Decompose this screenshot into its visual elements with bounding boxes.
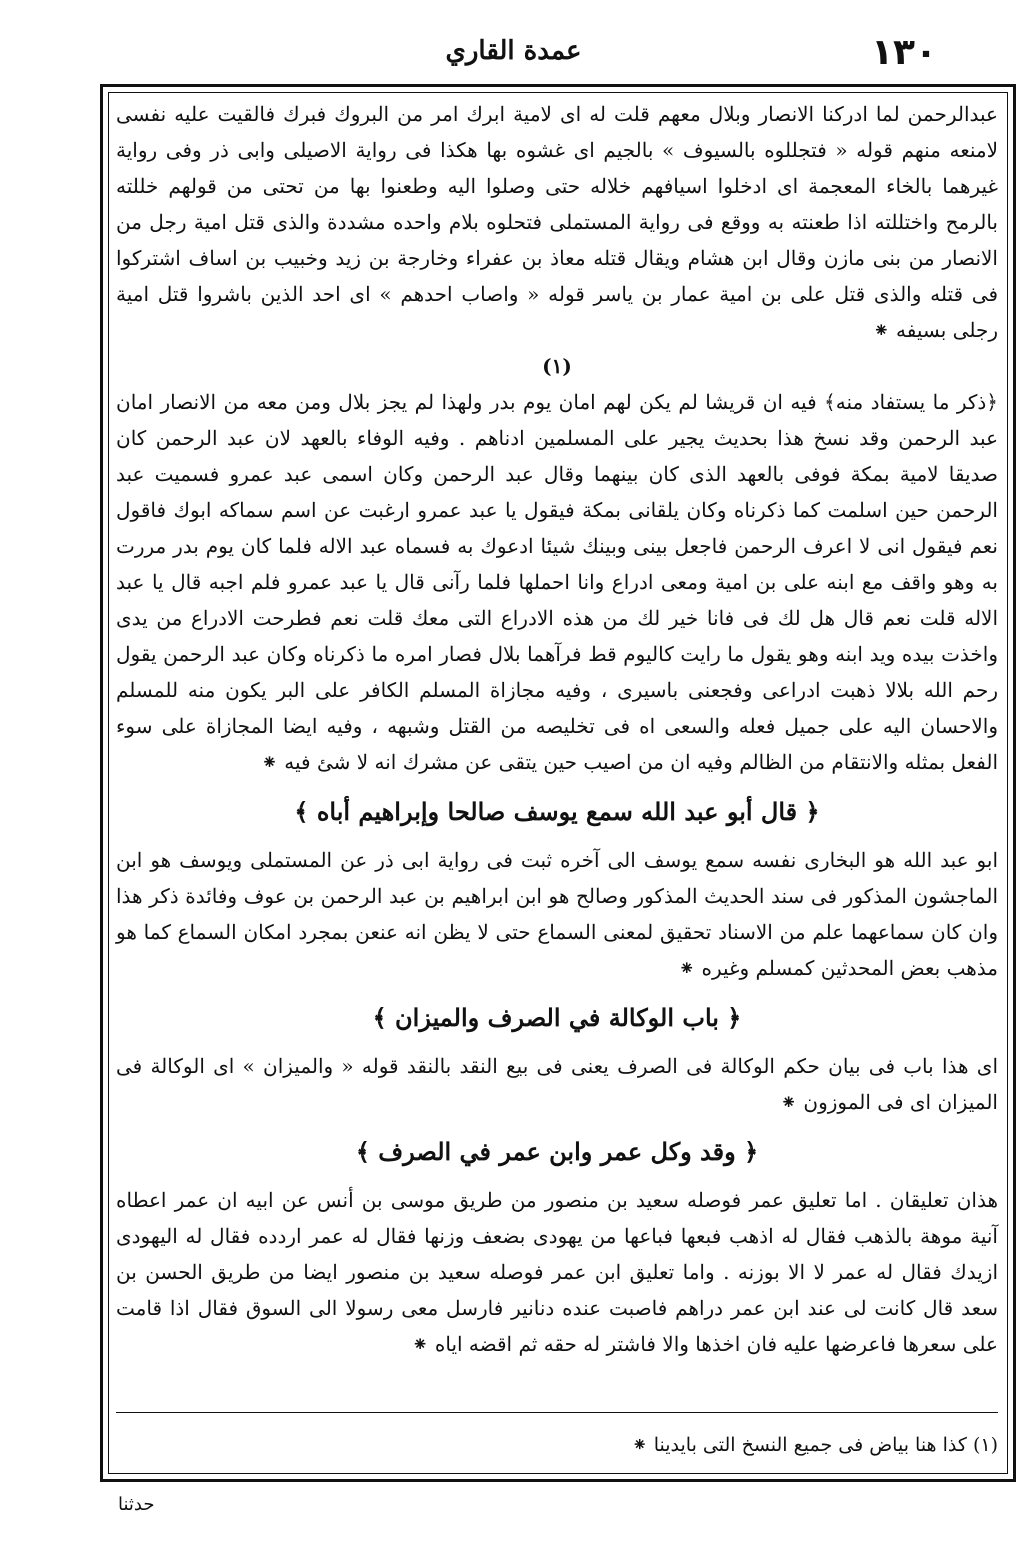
paragraph-narration-explanation: ابو عبد الله هو البخارى نفسه سمع يوسف الى آخره ثبت فى رواية ابى ذر عن المستملى ويوسف هو ابن الماجشون المذكور فى سند الحديث المذكور وصالح هو ابن ابراهيم بن عبد الرحمن بن عوف وفائدة ذكر هذا وان كان سماعهما علم من الاسناد تحقيق لمعنى السماع حتى لا يظن انه عنعن بمجرد امكان السماع كما هو مذهب بعض المحدثين كمسلم وغيره ⁕ [116,848,998,980]
book-title: عمدة القاري [445,36,582,66]
heading-hadith-narration: ﴿ قال أبو عبد الله سمع يوسف صالحا وإبراهيم أباه ﴾ [294,797,820,826]
paragraph-chapter-explanation: اى هذا باب فى بيان حكم الوكالة فى الصرف يعنى فى بيع النقد بالنقد قوله « والميزان » اى الوكالة فى الميزان اى فى الموزون ⁕ [116,1054,998,1114]
footnote-marker: (١) [542,354,572,378]
heading-umar-sarf: ﴿ وقد وكل عمر وابن عمر في الصرف ﴾ [355,1137,759,1166]
paragraph-taliq: هذان تعليقان . اما تعليق عمر فوصله سعيد بن منصور من طريق موسى بن أنس عن ابيه ان عمر اعطاه آنية موهة بالذهب فقال له اذهب فبعها فباعها من يهودى بضعف وزنها فقال له عمر اردده فقال له اليهودى ازيدك فقال له عمر لا الا بوزنه . واما تعليق ابن عمر فوصله سعيد بن منصور ايضا من طريق الحسن بن سعد قال كانت لى عند ابن عمر دراهم فاصبت عنده دنانير فارسل معى رسولا الى السوق فقال اذا قامت على سعرها فاعرضها عليه فان اخذها والا فاشتر له حقه ثم اقضه اياه ⁕ [116,1188,998,1356]
paragraph-benefits: ﴿ذكر ما يستفاد منه﴾ فيه ان قريشا لم يكن لهم امان يوم بدر ولهذا لم يجز بلال ومن معه من الانصار امان عبد الرحمن وقد نسخ هذا بحديث يجير على المسلمين ادناهم . وفيه الوفاء بالعهد لان عبد الرحمن كان صديقا لامية بمكة فوفى بالعهد الذى كان بينهما وقال عبد الرحمن وكان اسمى عبد عمرو فسميت عبد الرحمن حين اسلمت كما ذكرناه وكان يلقانى بمكة فيقول يا عبد عمرو ارغبت عن اسم سماكه ابوك فاقول نعم فيقول انى لا اعرف الرحمن فاجعل بينى وبينك شيئا ادعوك به فسماه عبد الاله فلما كان يوم بدر مررت به وهو واقف مع ابنه على بن امية ومعى ادراع وانا احملها فلما رآنى قال يا عبد عمرو فلم اجبه قال يا عبد الاله قلت نعم قال هل لك فى فانا خير لك من هذه الادراع التى معك قلت نعم فطرحت الادراع من يدى واخذت بيده ويد ابنه وهو يقول ما رايت كاليوم قط فرآهما بلال فصار امره ما ذكرناه وكان عبد الرحمن يقول رحم الله بلالا ذهبت ادراعى وفجعنى باسيرى ، وفيه مجازاة المسلم الكافر على البر يكون منه للمسلم والاحسان اليه على جميل فعله والسعى اه فى تخليصه من القتل وشبهه ، وفيه ايضا المجازاة على سوء الفعل بمثله والانتقام من الظالم وفيه ان من اصيب حين يتقى عن مشرك انه لا شئ فيه ⁕ [116,390,998,774]
footnote: (١) كذا هنا بياض فى جميع النسخ التى بايدينا ⁕ [631,1434,998,1456]
main-text [116,96,998,1362]
page-number: ١٣٠ [871,32,937,73]
running-head [90,28,937,78]
paragraph-commentary-1: عبدالرحمن لما ادركنا الانصار وبلال معهم قلت له اى لامية ابرك امر من البروك فبرك فالقيت عليه نفسى لامنعه منهم قوله « فتجللوه بالسيوف » بالجيم اى غشوه بها هكذا فى رواية الاصيلى وابى ذر وفى رواية غيرهما بالخاء المعجمة اى ادخلوا اسيافهم خلاله حتى وصلوا اليه وطعنوا بها من تحتى من قولهم خللته بالرمح واختللته اذا طعنته به ووقع فى رواية المستملى فتحلوه بلام واحده مشددة والذى قتل امية رجل من الانصار من بنى مازن وقال ابن هشام ويقال قتله معاذ بن عفراء وخارجة بن زيد وخبيب بن اساف اشتركوا فى قتله والذى قتل على بن امية عمار بن ياسر قوله « واصاب احدهم » اى احد الذين باشروا قتل امية رجلى بسيفه ⁕ [116,102,998,342]
catchword: حدثنا [118,1494,155,1515]
heading-chapter-wakala: ﴿ باب الوكالة في الصرف والميزان ﴾ [372,1003,742,1032]
footnote-divider [116,1412,998,1413]
